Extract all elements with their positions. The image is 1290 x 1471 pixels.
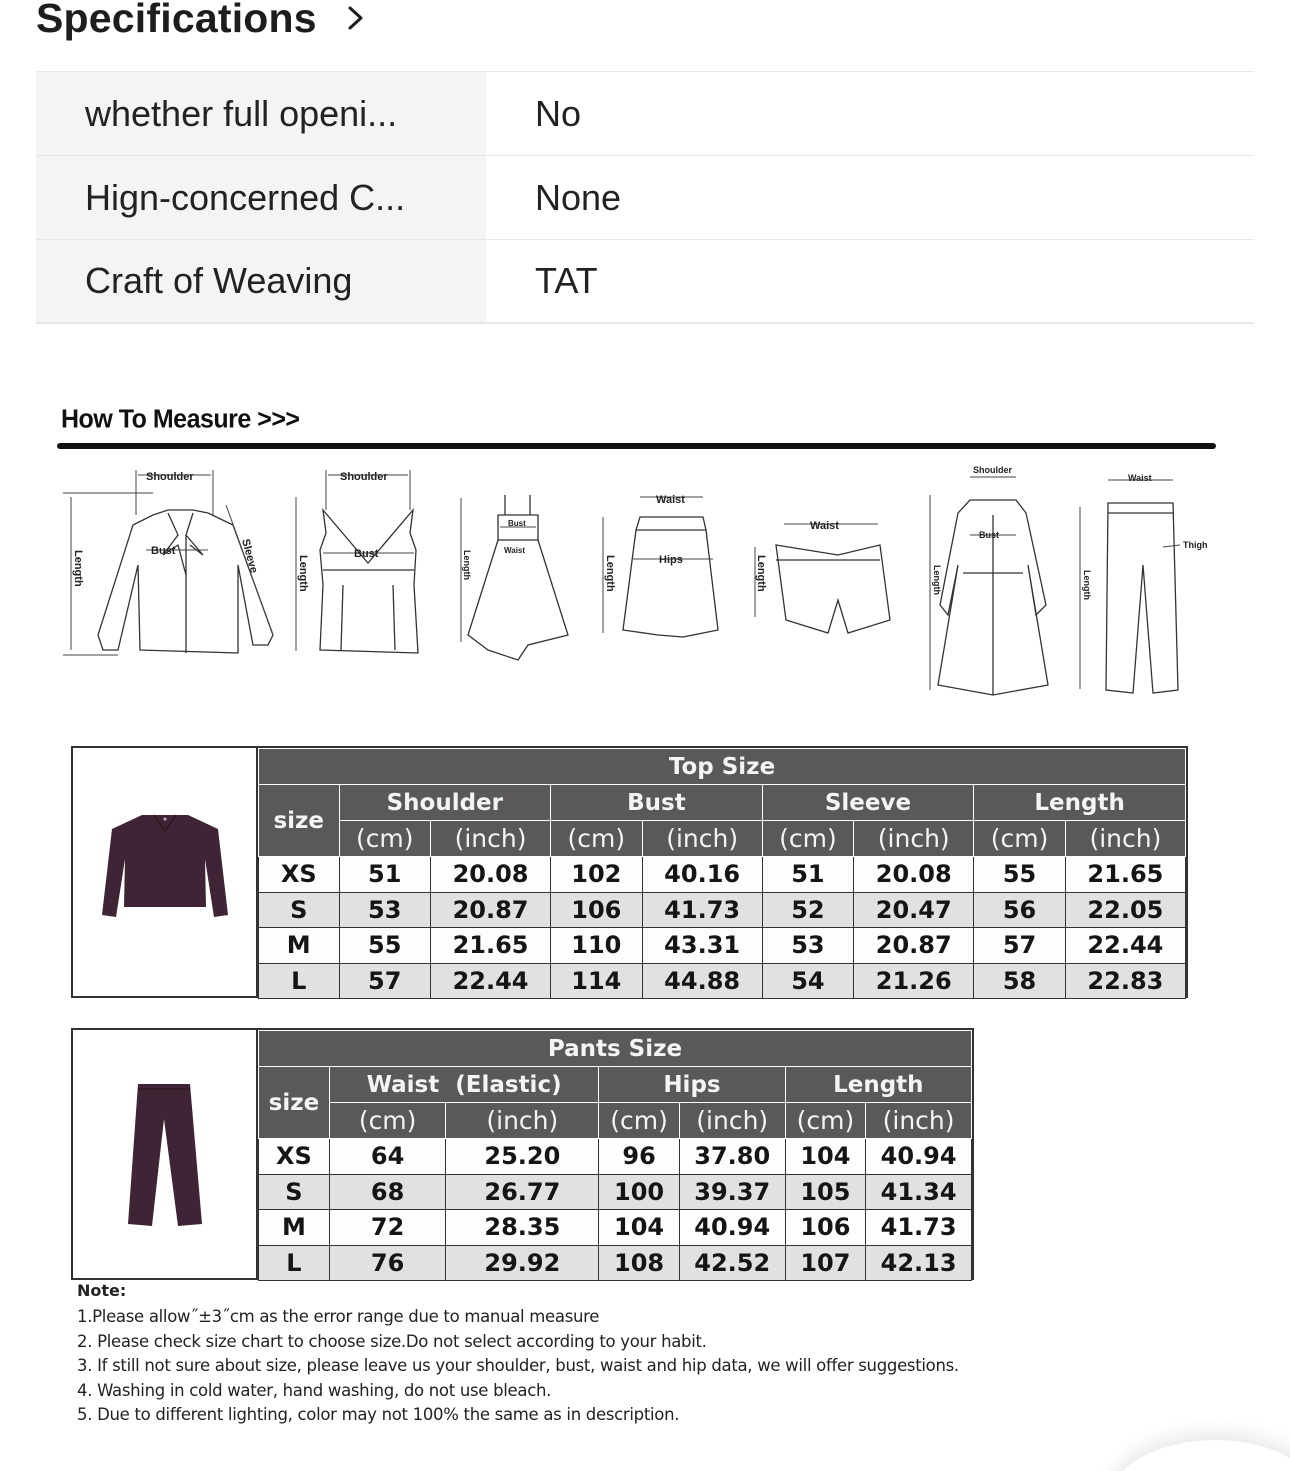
notes-title: Note:: [77, 1281, 127, 1300]
size-label: XS: [259, 1139, 330, 1175]
size-value: 20.08: [854, 857, 974, 893]
size-value: 29.92: [446, 1245, 599, 1281]
unit-header: (cm): [329, 1103, 446, 1139]
trousers-label-thigh: Thigh: [1183, 540, 1208, 550]
size-value: 21.65: [431, 928, 551, 964]
size-value: 53: [339, 892, 431, 928]
pants-size-table: [258, 1030, 972, 1281]
size-value: 21.26: [854, 963, 974, 999]
size-value: 104: [599, 1210, 680, 1246]
trousers-sketch-icon: [1080, 473, 1208, 693]
size-value: 72: [329, 1210, 446, 1246]
size-value: 108: [599, 1245, 680, 1281]
blouse-label-length: Length: [72, 550, 84, 587]
size-label: S: [259, 892, 340, 928]
unit-header: (cm): [599, 1103, 680, 1139]
size-value: 43.31: [642, 928, 762, 964]
size-value: 106: [785, 1210, 866, 1246]
skirt-label-hips: Hips: [659, 554, 683, 566]
note-line: 4. Washing in cold water, hand washing, do not use bleach.: [77, 1380, 552, 1400]
unit-header: (cm): [551, 821, 643, 857]
size-header: size: [259, 785, 340, 857]
size-row: [259, 1245, 972, 1281]
size-row: [259, 1210, 972, 1246]
unit-header: (cm): [785, 1103, 866, 1139]
size-row: [259, 857, 1186, 893]
size-label: L: [259, 963, 340, 999]
size-value: 41.73: [642, 892, 762, 928]
size-value: 20.87: [431, 892, 551, 928]
size-label: M: [259, 928, 340, 964]
unit-header: (cm): [974, 821, 1066, 857]
group-header: Length: [974, 785, 1186, 821]
specifications-header[interactable]: [36, 0, 367, 46]
size-value: 42.52: [679, 1245, 785, 1281]
size-value: 22.44: [1065, 928, 1185, 964]
trousers-label-waist: Waist: [1128, 473, 1152, 483]
size-header: size: [259, 1067, 330, 1139]
size-value: 107: [785, 1245, 866, 1281]
size-value: 37.80: [679, 1139, 785, 1175]
group-header: Bust: [551, 785, 763, 821]
top-size-title: Top Size: [259, 749, 1186, 785]
size-value: 105: [785, 1174, 866, 1210]
size-notes: [77, 1281, 959, 1428]
note-line: 2. Please check size chart to choose size.Do not select according to your habit.: [77, 1331, 707, 1351]
size-value: 26.77: [446, 1174, 599, 1210]
skirt-sketch-icon: [603, 494, 718, 637]
size-value: 40.94: [866, 1139, 972, 1175]
skirt-label-waist: Waist: [656, 494, 685, 506]
size-value: 41.34: [866, 1174, 972, 1210]
blouse-label-bust: Bust: [151, 545, 176, 557]
size-value: 20.87: [854, 928, 974, 964]
size-label: M: [259, 1210, 330, 1246]
size-value: 55: [974, 857, 1066, 893]
top-size-table: [258, 748, 1186, 999]
size-value: 22.83: [1065, 963, 1185, 999]
shorts-label-waist: Waist: [810, 520, 839, 532]
group-header: Hips: [599, 1067, 785, 1103]
blouse-label-shoulder: Shoulder: [146, 471, 194, 483]
unit-header: (inch): [431, 821, 551, 857]
coat-sketch-icon: [930, 465, 1048, 695]
pants-size-title: Pants Size: [259, 1031, 972, 1067]
size-value: 20.08: [431, 857, 551, 893]
spec-key: Hign-concerned C...: [36, 156, 486, 239]
size-label: XS: [259, 857, 340, 893]
spec-value: TAT: [535, 260, 598, 301]
top-product-photo: [73, 748, 258, 996]
size-row: [259, 928, 1186, 964]
spec-key: Craft of Weaving: [36, 240, 486, 322]
dress-sketch-icon: [461, 495, 568, 660]
unit-header: (inch): [1065, 821, 1185, 857]
shorts-label-length: Length: [755, 555, 767, 592]
sweater-icon: [90, 797, 240, 947]
how-to-measure-title: How To Measure >>>: [61, 404, 300, 434]
top-size-chart: [71, 746, 1188, 998]
size-value: 56: [974, 892, 1066, 928]
how-to-measure-divider: [57, 443, 1216, 449]
size-value: 42.13: [866, 1245, 972, 1281]
size-value: 22.05: [1065, 892, 1185, 928]
size-value: 44.88: [642, 963, 762, 999]
group-header: Sleeve: [762, 785, 974, 821]
note-line: 3. If still not sure about size, please leave us your shoulder, bust, waist and hip data, we will offer suggestions.: [77, 1356, 959, 1375]
spec-row: [36, 240, 1254, 324]
size-value: 21.65: [1065, 857, 1185, 893]
vest-top-sketch-icon: [296, 470, 418, 653]
chevron-right-icon[interactable]: [345, 3, 367, 33]
size-value: 25.20: [446, 1139, 599, 1175]
coat-label-shoulder: Shoulder: [973, 465, 1013, 475]
dress-label-bust: Bust: [508, 519, 526, 528]
blouse-label-sleeve: Sleeve: [239, 537, 260, 575]
spec-row: [36, 156, 1254, 240]
spec-key: whether full openi...: [36, 72, 486, 155]
size-value: 54: [762, 963, 854, 999]
size-value: 51: [339, 857, 431, 893]
vest-label-bust: Bust: [354, 548, 379, 560]
size-value: 114: [551, 963, 643, 999]
note-line: 5. Due to different lighting, color may not 100% the same as in description.: [77, 1405, 680, 1424]
unit-header: (inch): [866, 1103, 972, 1139]
specifications-table: [36, 71, 1254, 324]
note-line: 1.Please allow˝±3˝cm as the error range due to manual measure: [77, 1307, 600, 1326]
spec-row: [36, 72, 1254, 156]
coat-label-bust: Bust: [979, 530, 999, 540]
group-header: Shoulder: [339, 785, 551, 821]
shorts-sketch-icon: [755, 520, 890, 633]
size-value: 55: [339, 928, 431, 964]
size-value: 102: [551, 857, 643, 893]
skirt-label-length: Length: [604, 555, 616, 592]
size-value: 64: [329, 1139, 446, 1175]
size-label: L: [259, 1245, 330, 1281]
size-value: 58: [974, 963, 1066, 999]
group-header: Waist (Elastic): [329, 1067, 598, 1103]
size-row: [259, 963, 1186, 999]
blouse-sketch-icon: [63, 470, 273, 655]
vest-label-shoulder: Shoulder: [340, 471, 388, 483]
specifications-title: Specifications: [36, 0, 317, 41]
size-value: 22.44: [431, 963, 551, 999]
dress-label-waist: Waist: [504, 546, 526, 555]
dress-label-length: Length: [462, 550, 472, 580]
unit-header: (cm): [762, 821, 854, 857]
size-value: 57: [974, 928, 1066, 964]
size-value: 20.47: [854, 892, 974, 928]
size-value: 106: [551, 892, 643, 928]
measurement-sketches: [58, 455, 1228, 705]
pants-product-photo: [73, 1030, 258, 1278]
unit-header: (inch): [679, 1103, 785, 1139]
spec-value: None: [535, 176, 622, 218]
group-header: Length: [785, 1067, 971, 1103]
size-value: 68: [329, 1174, 446, 1210]
size-value: 104: [785, 1139, 866, 1175]
size-label: S: [259, 1174, 330, 1210]
size-value: 57: [339, 963, 431, 999]
size-row: [259, 892, 1186, 928]
spec-value: No: [535, 92, 582, 134]
size-value: 110: [551, 928, 643, 964]
unit-header: (inch): [446, 1103, 599, 1139]
size-value: 76: [329, 1245, 446, 1281]
size-value: 100: [599, 1174, 680, 1210]
pants-size-chart: [71, 1028, 974, 1280]
size-value: 41.73: [866, 1210, 972, 1246]
trousers-label-length: Length: [1082, 570, 1092, 600]
unit-header: (inch): [854, 821, 974, 857]
trousers-icon: [90, 1079, 240, 1229]
size-value: 52: [762, 892, 854, 928]
size-row: [259, 1174, 972, 1210]
size-value: 28.35: [446, 1210, 599, 1246]
size-value: 39.37: [679, 1174, 785, 1210]
vest-label-length: Length: [297, 555, 309, 592]
unit-header: (cm): [339, 821, 431, 857]
size-value: 53: [762, 928, 854, 964]
size-value: 40.94: [679, 1210, 785, 1246]
size-row: [259, 1139, 972, 1175]
unit-header: (inch): [642, 821, 762, 857]
coat-label-length: Length: [932, 565, 942, 595]
size-value: 40.16: [642, 857, 762, 893]
size-value: 51: [762, 857, 854, 893]
size-value: 96: [599, 1139, 680, 1175]
